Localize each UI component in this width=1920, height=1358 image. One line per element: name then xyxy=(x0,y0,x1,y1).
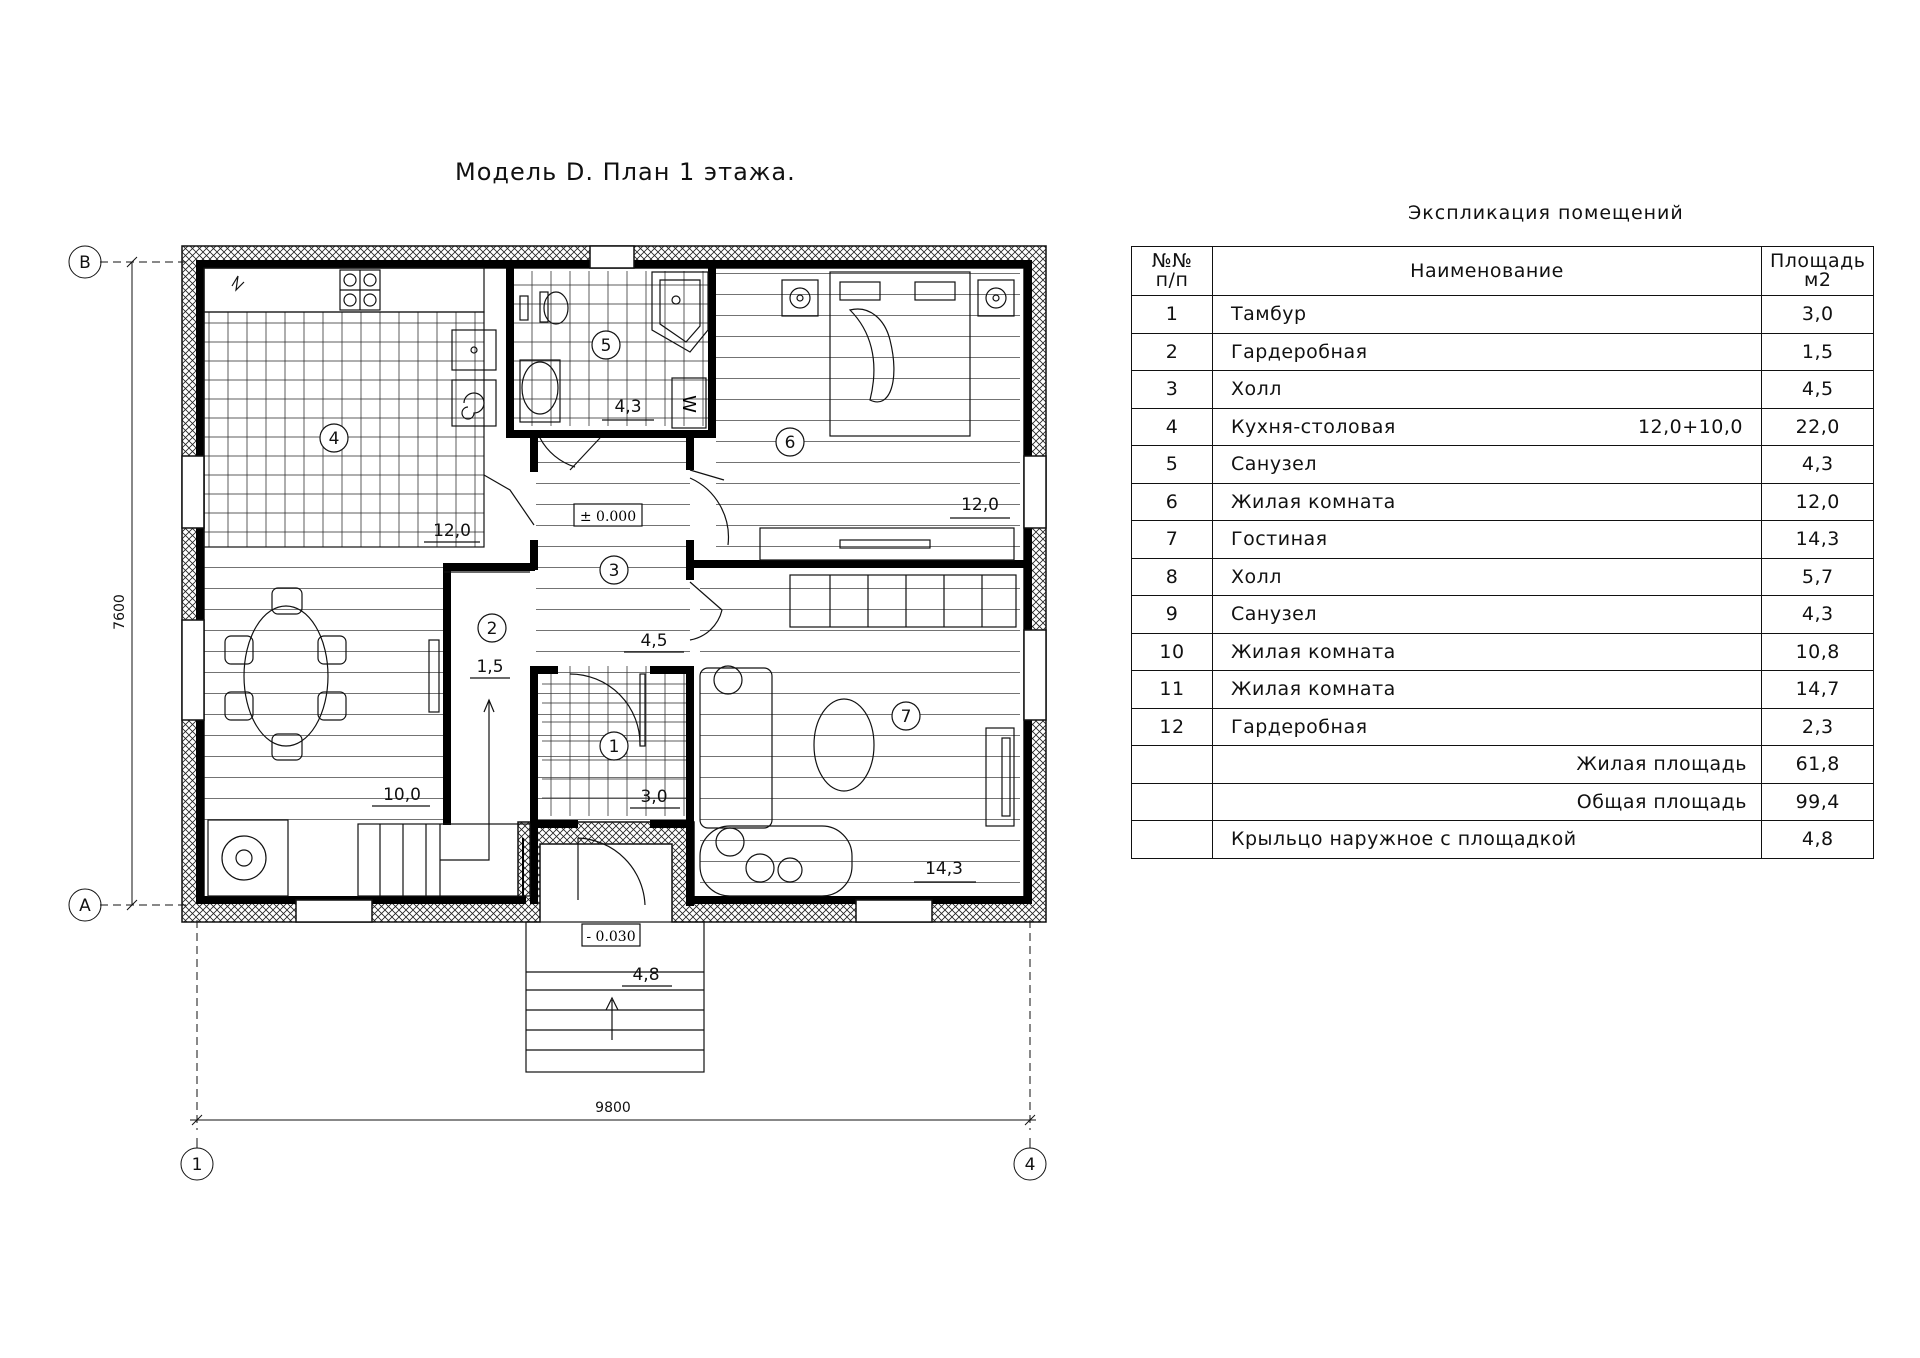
row-area: 22,0 xyxy=(1762,408,1874,446)
row-name-text: Санузел xyxy=(1231,453,1318,476)
window xyxy=(1024,630,1046,720)
room-area-1: 3,0 xyxy=(640,787,668,807)
row-name-text: Тамбур xyxy=(1231,303,1307,326)
room-area-2: 1,5 xyxy=(476,657,504,677)
total-area: 61,8 xyxy=(1762,746,1874,784)
row-area: 14,3 xyxy=(1762,521,1874,559)
row-num: 9 xyxy=(1132,596,1213,634)
row-area: 5,7 xyxy=(1762,558,1874,596)
row-area: 4,3 xyxy=(1762,446,1874,484)
row-area: 4,3 xyxy=(1762,596,1874,634)
axis-label-1: 1 xyxy=(191,1155,203,1175)
level-mark-porch: - 0.030 xyxy=(586,929,636,945)
row-area: 1,5 xyxy=(1762,333,1874,371)
room-number-1: 1 xyxy=(608,737,620,757)
row-num: 12 xyxy=(1132,708,1213,746)
window xyxy=(1024,456,1046,528)
room-number-4: 4 xyxy=(328,429,340,449)
porch-label-text: Крыльцо наружное с площадкой xyxy=(1231,828,1577,851)
row-num: 4 xyxy=(1132,408,1213,446)
axis-label-4: 4 xyxy=(1024,1155,1036,1175)
room-area-4: 12,0 xyxy=(433,521,471,541)
row-name-text: Гардеробная xyxy=(1231,340,1368,363)
washer-mark: W xyxy=(678,395,699,413)
row-name-text: Холл xyxy=(1231,378,1282,401)
room-area-3: 4,5 xyxy=(640,631,668,651)
window xyxy=(856,900,932,922)
row-num: 1 xyxy=(1132,296,1213,334)
row-area: 14,7 xyxy=(1762,671,1874,709)
row-name-text: Кухня-столовая xyxy=(1231,415,1396,438)
total-label: Жилая площадь xyxy=(1213,746,1762,784)
row-name-text: Жилая комната xyxy=(1231,678,1396,701)
axis-label-a: А xyxy=(79,896,91,916)
porch-area: 4,8 xyxy=(632,965,660,985)
row-name-text: Гостиная xyxy=(1231,528,1328,551)
room-area-5: 4,3 xyxy=(614,397,642,417)
row-num: 6 xyxy=(1132,483,1213,521)
window xyxy=(296,900,372,922)
row-name-text: Холл xyxy=(1231,565,1282,588)
page-title: Модель D. План 1 этажа. xyxy=(455,158,796,186)
room-number-6: 6 xyxy=(784,433,796,453)
header-area: Площадь м2 xyxy=(1762,247,1874,296)
row-name-text: Жилая комната xyxy=(1231,490,1396,513)
room-number-3: 3 xyxy=(608,561,620,581)
total-label: Общая площадь xyxy=(1213,783,1762,821)
axis-label-b: В xyxy=(79,253,91,273)
row-name-text: Гардеробная xyxy=(1231,715,1368,738)
row-num: 5 xyxy=(1132,446,1213,484)
room-number-2: 2 xyxy=(486,619,498,639)
row-area: 3,0 xyxy=(1762,296,1874,334)
row-num: 7 xyxy=(1132,521,1213,559)
row-name-text: Санузел xyxy=(1231,603,1318,626)
row-num: 3 xyxy=(1132,371,1213,409)
row-area: 2,3 xyxy=(1762,708,1874,746)
row-num: 2 xyxy=(1132,333,1213,371)
row-num: 10 xyxy=(1132,633,1213,671)
row-num: 11 xyxy=(1132,671,1213,709)
room-area-7: 14,3 xyxy=(925,859,963,879)
room-area-6: 12,0 xyxy=(961,495,999,515)
row-area: 4,5 xyxy=(1762,371,1874,409)
dimension-height: 7600 xyxy=(112,594,128,630)
window xyxy=(182,456,204,528)
dimension-width: 9800 xyxy=(595,1100,631,1116)
header-num: №№ п/п xyxy=(1132,247,1213,296)
header-name: Наименование xyxy=(1213,247,1762,296)
room-number-7: 7 xyxy=(900,707,912,727)
row-area: 12,0 xyxy=(1762,483,1874,521)
total-area: 99,4 xyxy=(1762,783,1874,821)
row-area: 10,8 xyxy=(1762,633,1874,671)
room-area-4b: 10,0 xyxy=(383,785,421,805)
row-name-text: Жилая комната xyxy=(1231,640,1396,663)
explication-caption: Экспликация помещений xyxy=(1408,202,1684,224)
boiler xyxy=(208,820,288,896)
row-note: 12,0+10,0 xyxy=(1637,415,1743,438)
living-floor xyxy=(700,562,1020,895)
row-num: 8 xyxy=(1132,558,1213,596)
window xyxy=(182,620,204,720)
level-mark-main: ± 0.000 xyxy=(579,509,637,525)
room-number-5: 5 xyxy=(600,336,612,356)
window xyxy=(590,246,634,268)
porch-area: 4,8 xyxy=(1762,821,1874,859)
